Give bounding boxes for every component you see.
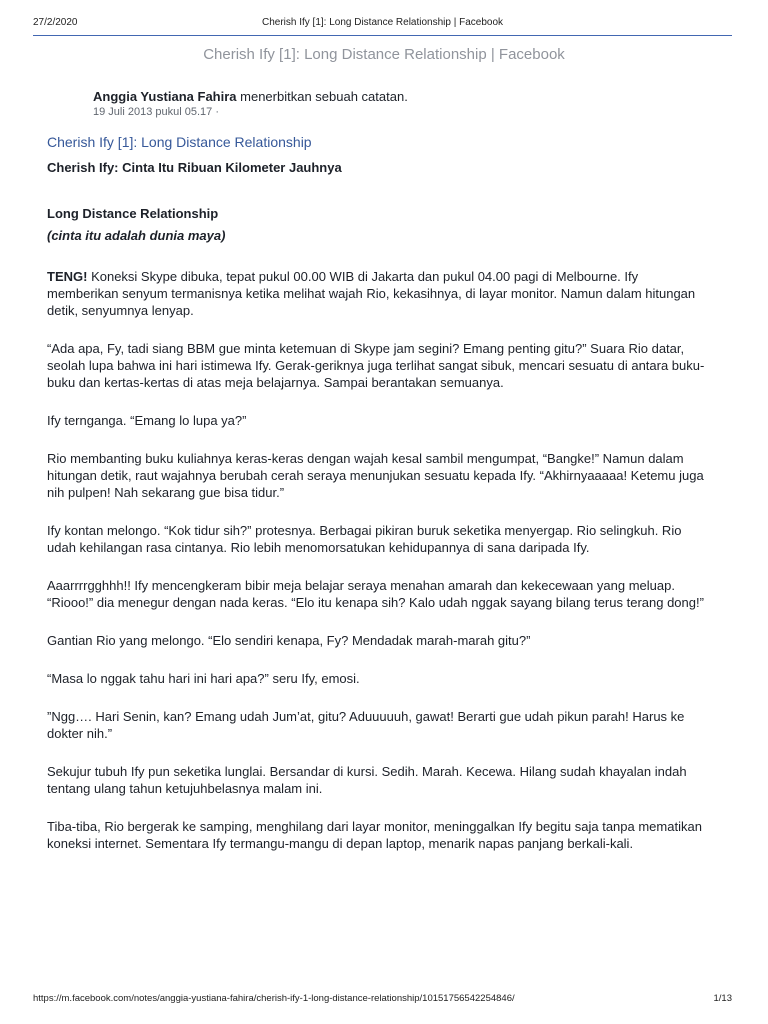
note-subtitle: Cherish Ify: Cinta Itu Ribuan Kilometer Jauhnya	[47, 160, 342, 175]
page-number: 1/13	[713, 993, 732, 1004]
header-divider	[33, 35, 732, 36]
print-header-title: Cherish Ify [1]: Long Distance Relationship | Facebook	[261, 17, 504, 28]
paragraph	[47, 268, 707, 319]
section-title: Long Distance Relationship	[47, 206, 219, 221]
section-subtitle: (cinta itu adalah dunia maya)	[47, 228, 226, 243]
paragraph: “Ada apa, Fy, tadi siang BBM gue minta ketemuan di Skype jam segini? Emang penting gitu?” Suara Rio datar, seolah lupa bahwa ini hari istimewa Ify. Gerak-geriknya juga terlihat sangat sibuk, mencari sesuatu di antara buku-buku dan kertas-kertas di atas meja belajarnya. Sampai berantakan semuanya.	[47, 341, 705, 390]
paragraph: Gantian Rio yang melongo. “Elo sendiri kenapa, Fy? Mendadak marah-marah gitu?”	[47, 633, 531, 648]
post-timestamp[interactable]: 19 Juli 2013 pukul 05.17 ·	[93, 106, 219, 118]
paragraph: Rio membanting buku kuliahnya keras-keras dengan wajah kesal sambil mengumpat, “Bangke!” Namun dalam hitungan detik, raut wajahnya berubah cerah seraya menunjukan sesuatu kepada Ify. “Akhirnyaaaaa! Ketemu juga nih pulpen! Nah sekarang gue bisa tidur.”	[47, 451, 704, 500]
note-title: Cherish Ify [1]: Long Distance Relationship	[47, 134, 312, 150]
paragraph: “Masa lo nggak tahu hari ini hari apa?” seru Ify, emosi.	[47, 671, 360, 686]
page-url: https://m.facebook.com/notes/anggia-yustiana-fahira/cherish-ify-1-long-distance-relationship/10151756542254846/	[33, 993, 515, 1004]
paragraph: Ify ternganga. “Emang lo lupa ya?”	[47, 413, 247, 428]
note-content	[47, 133, 707, 852]
paragraph: Ify kontan melongo. “Kok tidur sih?” protesnya. Berbagai pikiran buruk seketika menyergap. Rio selingkuh. Rio udah kehilangan rasa cintanya. Rio lebih menomorsatukan kehidupannya di sana daripada Ify.	[47, 523, 682, 555]
print-date: 27/2/2020	[33, 17, 78, 28]
paragraph-text: Koneksi Skype dibuka, tepat pukul 00.00 WIB di Jakarta dan pukul 04.00 pagi di Melbourne. Ify memberikan senyum termanisnya ketika melihat wajah Rio, kekasihnya, di layar monitor. Namun dalam hitungan detik, senyumnya lenyap.	[47, 269, 696, 318]
paragraph: Tiba-tiba, Rio bergerak ke samping, menghilang dari layar monitor, meninggalkan Ify begitu saja tanpa mematikan koneksi internet. Sementara Ify termangu-mangu di depan laptop, menarik napas panjang berkali-kali.	[47, 819, 702, 851]
print-header	[33, 17, 732, 31]
paragraph: ”Ngg…. Hari Senin, kan? Emang udah Jum’at, gitu? Aduuuuuh, gawat! Berarti gue udah pikun parah! Harus ke dokter nih.”	[47, 709, 685, 741]
author-name-link[interactable]: Anggia Yustiana Fahira	[93, 89, 237, 104]
paragraph: Sekujur tubuh Ify pun seketika lunglai. Bersandar di kursi. Sedih. Marah. Kecewa. Hilang sudah khayalan indah tentang ulang tahun ketujuhbelasnya malam ini.	[47, 764, 687, 796]
paragraph: Aaarrrrgghhh!! Ify mencengkeram bibir meja belajar seraya menahan amarah dan kekecewaan yang meluap. “Riooo!” dia menegur dengan nada keras. “Elo itu kenapa sih? Kalo udah nggak sayang bilang terus terang dong!”	[47, 578, 704, 610]
page-title: Cherish Ify [1]: Long Distance Relationship | Facebook	[203, 46, 565, 63]
author-action-text: menerbitkan sebuah catatan.	[236, 89, 408, 104]
author-block	[93, 89, 408, 118]
paragraph-lead: TENG!	[47, 269, 88, 284]
